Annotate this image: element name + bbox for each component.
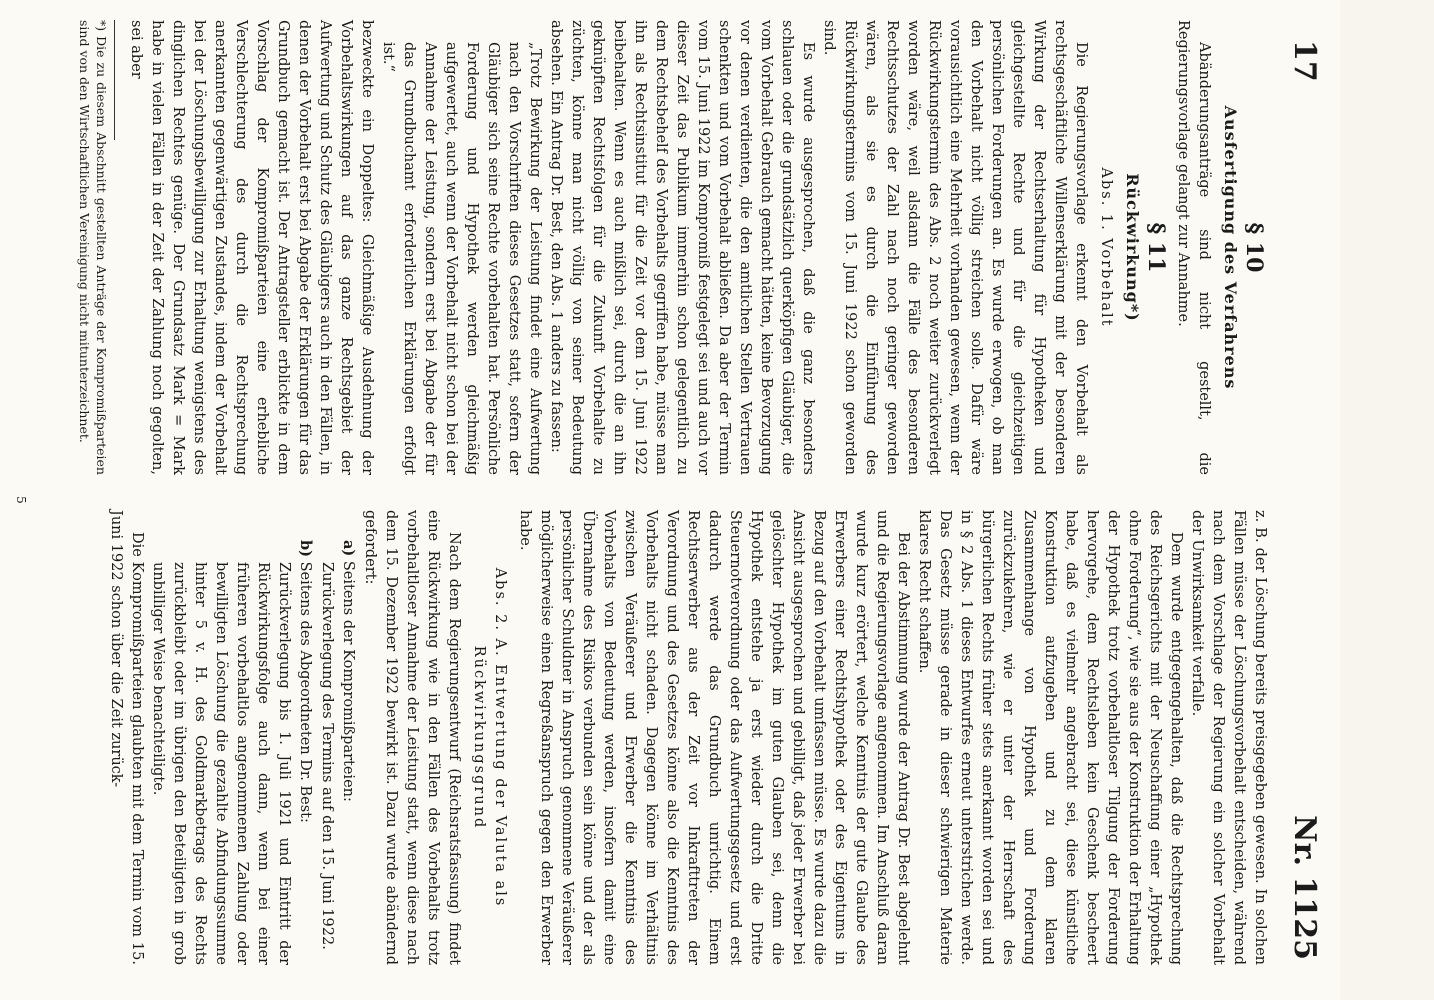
- paragraph: Es wurde ausgesprochen, daß die ganz besonders schlauen oder die grundsätzlich querköpfigen Gläubiger, die vom Vorbehalt Gebrauch gemacht hätten, keine Bevorzugung vor denen verdienten, die den amtlichen Stellen Vertrauen schenkten und vom Vorbehalt abließen. Da aber der Termin vom 15. Juni 1922 im Kompromiß festgelegt sei und auch vor dieser Zeit das Publikum immerhin schon gelegentlich zu dem Rechtsbehelf des Vorbehalts gegriffen habe, müsse man ihn als Rechtsinstitut für die Zeit vor dem 15. Juni 1922 beibehalten. Wenn es auch mißlich sei, durch die an ihn geknüpften Rechtsfolgen für die Zukunft Vorbehalte zu züchten, könne man nicht völlig von seiner Bedeutung absehen. Ein Antrag Dr. Best, den Abs. 1 anders zu fassen:: [548, 20, 816, 475]
- paragraph: Nach dem Regierungsentwurf (Reichsratsfassung) findet eine Rückwirkung wie in den Fällen des Vorbehalts trotz vorbehaltloser Annahme der Leistung statt, wenn diese nach dem 15. Dezember 1922 bewirkt ist. Dazu wurde abändernd gefordert:: [362, 510, 462, 965]
- section-11-title: § 11: [1143, 222, 1169, 273]
- list-item-a: [316, 540, 359, 965]
- item-detail: Zurückverlegung bis 1. Juli 1921 und Eintritt der Rückwirkungsfolge auch dann, wenn bei einer früheren vorbehaltlos angenommenen Zahlung oder bewilligten Löschung die gezahlte Abfindungssumme hinter 5 v. H. des Goldmarkbetrags des Rechts zurückbleibt oder im übrigen den Beteiligten in grob unbilliger Weise benachteiligte.: [150, 562, 292, 965]
- abs1-title: Abs. 1. Vorbehalt: [1098, 167, 1114, 328]
- footnote-rule: [114, 20, 115, 140]
- page-mark: 5: [14, 496, 28, 504]
- quoted-proposal: „Trotz Bewirkung der Leistung findet eine Aufwertung nach den Vorschriften dieses Gesetzes statt, sofern der Gläubiger sich seine Rechte vorbehalten hat. Persönliche Forderung und Hypothek werden gleichmäßig aufgewertet, auch wenn der Vorbehalt nicht schon bei der Annahme der Leistung, sondern erst bei Abgabe der für das Grundbuchamt erforderlichen Erklärungen erfolgt ist.“: [380, 42, 543, 475]
- paragraph: Die Regierungsvorlage erkennt den Vorbehalt als rechtsgeschäftliche Willenserklärung mit der besonderen Wirkung der Rechtserhaltung für Hypotheken und gleichgestellte Rechte und für die gleichzeitigen persönlichen Forderungen an. Es wurde erwogen, ob man den Vorbehalt nicht völlig streichen solle. Dafür wäre vorausichtlich eine Mehrheit vorhanden gewesen, wenn der Rückwirkungstermin des Abs. 2 noch weiter zurückverlegt worden wäre, weil alsdann die Fälle des besonderen Rechtsschutzes der Zahl nach noch geringer geworden wären, als sie es durch die Einführung des Rückwirkungstermins vom 15. Juni 1922 schon geworden sind.: [821, 20, 1089, 475]
- paragraph: Bei der Abstimmung wurde der Antrag Dr. Best abgelehnt und die Regierungsvorlage angenommen. Im Anschluß daran wurde kurz erörtert, welche Kenntnis der gute Glaube des Erwerbers einer Rechtshypothek oder des Eigentums in Bezug auf den Vorbehalt umfassen müsse. Es wurde dazu die Ansicht ausgesprochen und gebilligt, daß jeder Erwerber bei gelöschter Hypothek im guten Glauben sei, denn die Hypothek entstehe ja erst wieder durch die Dritte Steuernotverordnung oder das Aufwertungsgesetz und erst dadurch werde das Grundbuch unrichtig. Einem Rechtserwerber aus der Zeit vor Inkrafttreten der Verordnung und des Gesetzes könne also die Kenntnis des Vorbehalts nicht schaden. Dagegen könne im Verhältnis zwischen Veräußerer und Erwerber die Kenntnis des Vorbehalts von Bedeutung werden, insofern damit eine Übernahme des Risikos verbunden sein könne und der als persönlicher Schuldner in Anspruch genommene Veräußerer möglicherweise einen Regreßanspruch gegen den Erwerber habe.: [517, 510, 911, 965]
- paragraph: bezweckte ein Doppeltes: Gleichmäßige Ausdehnung der Vorbehaltswirkungen auf das ganze Rechtsgebiet der Aufwertung und Schutz des Gläubigers auch in den Fällen, in denen der Vorbehalt erst bei Abgabe der Erklärungen für das Grundbuch gemacht ist. Der Antragsteller erblickte in dem Vorschlag der Kompromißparteien eine erhebliche Verschlechterung des durch die Rechtsprechung anerkannten gegenwärtigen Zustandes, indem der Vorbehalt bei der Löschungsbewilligung zur Erhaltung wenigstens des dinglichen Rechtes genüge. Der Grundsatz Mark = Mark habe in vielen Fällen in der Zeit der Zahlung noch gegolten, sei aber: [128, 20, 375, 475]
- item-label: b): [297, 540, 314, 557]
- paragraph: Dem wurde entgegengehalten, daß die Rechtsprechung des Reichsgerichts mit der Neuschaffung einer „Hypothek ohne Forderung“, wie sie aus der Konstruktion der Erhaltung der Hypothek trotz vorbehaltloser Tilgung der Forderung hervorgehe, dem Rechtsleben kein Geschenk bescheert habe, daß es vielmehr angebracht sei, diese künstliche Konstruktion aufzugeben und zu dem klaren Zusammenhange von Hypothek und Forderung zurückzukehren, wie er unter der Herrschaft des bürgerlichen Rechts früher stets anerkannt worden sei und in § 2 Abs. 1 dieses Entwurfes erneut unterstrichen werde. Das Gesetz müsse gerade in dieser schwierigen Materie klares Recht schaffen.: [916, 510, 1184, 965]
- item-text: Seitens der Kompromißparteien:: [340, 560, 356, 802]
- section-11-subtitle: Rückwirkung*): [1123, 173, 1142, 322]
- paragraph: Die Kompromißparteien glaubten mit dem Termin vom 15. Juni 1922 schon über die Zeit zurück-: [108, 510, 145, 965]
- section-10-text: Abänderungsanträge sind nicht gestellt, die Regierungsvorlage gelangt zur Annahme.: [1175, 20, 1212, 475]
- paragraph: z. B. der Löschung bereits preisgegeben gewesen. In solchen Fällen müsse der Löschungsvorbehalt entscheiden, während nach dem Vorschlage der Regierung ein solcher Vorbehalt der Unwirksamkeit verfalle.: [1189, 510, 1268, 965]
- document-number: Nr. 1125: [1287, 815, 1322, 960]
- list-item-b: [147, 540, 316, 965]
- item-detail: Zurückverlegung des Termins auf den 15. Juni 1922.: [319, 562, 335, 950]
- page-number: 17: [1287, 40, 1322, 82]
- section-10-title: § 10: [1241, 222, 1267, 273]
- page-header: [1282, 40, 1322, 960]
- section-10-subtitle: Ausfertigung des Verfahrens: [1221, 105, 1240, 390]
- item-label: a): [340, 540, 357, 557]
- abs2-title: Abs. 2. A. Entwertung der Valuta als Rückwirkungsgrund: [471, 567, 508, 908]
- item-text: Seitens des Abgeordneten Dr. Best:: [297, 561, 313, 823]
- left-column: [76, 20, 1270, 475]
- footnote: *) Die zu diesem Abschnitt gestellten Anträge der Kompromißparteien sind von den Wirtschaftlichen Vereinigung nicht mitunterzeichnet.: [77, 20, 109, 475]
- right-column: [105, 510, 1270, 965]
